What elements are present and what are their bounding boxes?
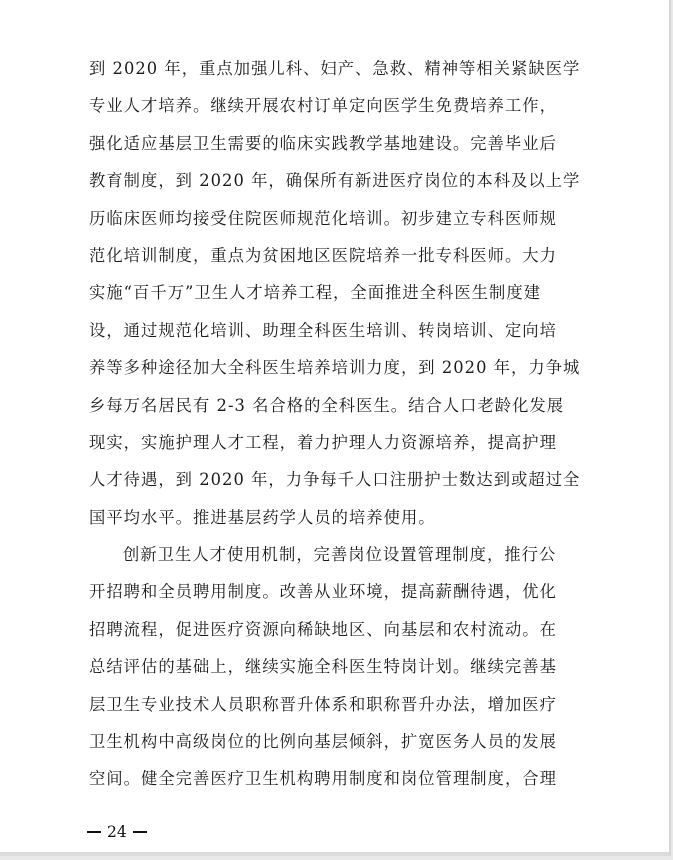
text-line: 设，通过规范化培训、助理全科医生培训、转岗培训、定向培: [89, 320, 557, 340]
text-line: 现实，实施护理人才工程，着力护理人力资源培养，提高护理: [89, 432, 557, 452]
text-line: 总结评估的基础上，继续实施全科医生特岗计划。继续完善基: [89, 657, 557, 677]
text-line: 实施“百千万”卫生人才培养工程，全面推进全科医生制度建: [89, 283, 542, 303]
page-number-dash-right: [133, 831, 147, 833]
text-line: 国平均水平。推进基层药学人员的培养使用。: [89, 507, 436, 527]
text-line: 历临床医师均接受住院医师规范化培训。初步建立专科医师规: [89, 208, 557, 228]
page-number: [87, 817, 147, 847]
text-line: 开招聘和全员聘用制度。改善从业环境，提高薪酬待遇，优化: [89, 582, 557, 602]
text-line: 教育制度，到 2020 年，确保所有新进医疗岗位的本科及以上学: [89, 171, 581, 191]
text-line: 专业人才培养。继续开展农村订单定向医学生免费培养工作，: [89, 96, 557, 116]
text-line: 空间。健全完善医疗卫生机构聘用制度和岗位管理制度，合理: [89, 769, 557, 789]
text-line: 卫生机构中高级岗位的比例向基层倾斜，扩宽医务人员的发展: [89, 732, 557, 752]
page-number-dash-left: [87, 831, 101, 833]
text-line: 招聘流程，促进医疗资源向稀缺地区、向基层和农村流动。在: [89, 619, 557, 639]
text-line: 范化培训制度，重点为贫困地区医院培养一批专科医师。大力: [89, 245, 557, 265]
text-line: 强化适应基层卫生需要的临床实践教学基地建设。完善毕业后: [89, 133, 557, 153]
text-line: 乡每万名居民有 2-3 名合格的全科医生。结合人口老龄化发展: [89, 395, 565, 415]
page-number-value: 24: [107, 823, 127, 841]
text-line: 到 2020 年，重点加强儿科、妇产、急救、精神等相关紧缺医学: [89, 59, 581, 78]
text-line: 层卫生专业技术人员职称晋升体系和职称晋升办法，增加医疗: [89, 694, 557, 714]
text-line: 养等多种途径加大全科医生培养培训力度，到 2020 年，力争城: [89, 358, 581, 378]
paragraph-start-line: 创新卫生人才使用机制，完善岗位设置管理制度，推行公: [123, 545, 557, 565]
body-text: [89, 50, 609, 798]
text-line: 人才待遇，到 2020 年，力争每千人口注册护士数达到或超过全: [89, 470, 581, 490]
